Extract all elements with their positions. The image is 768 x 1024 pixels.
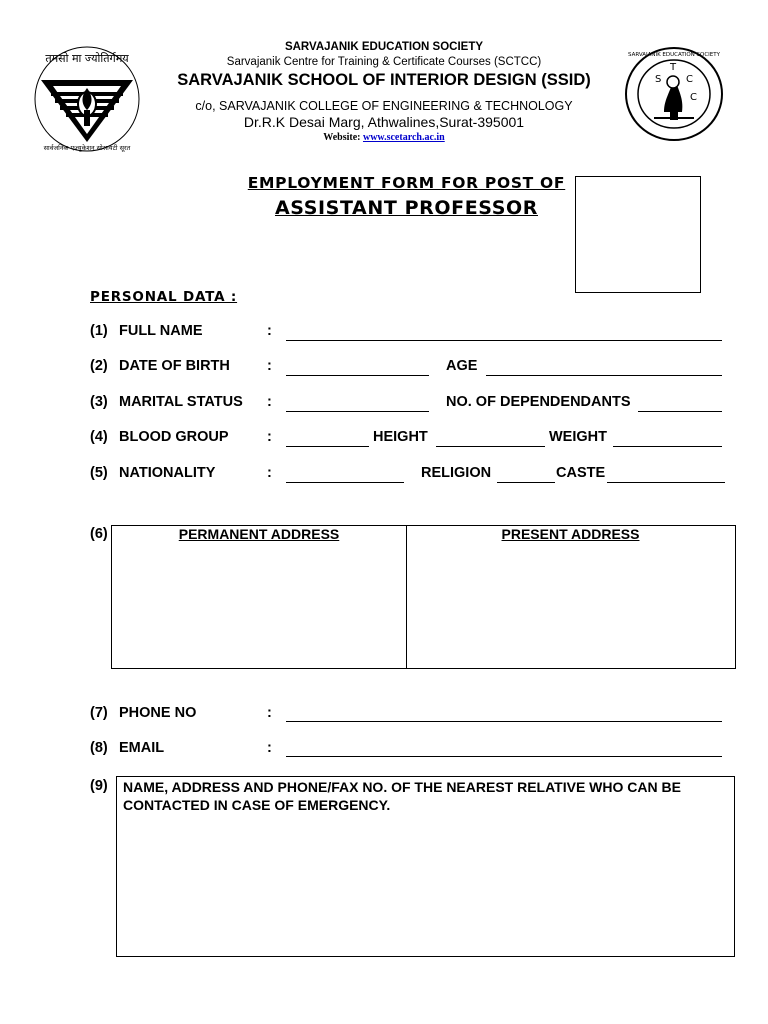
- height-label: HEIGHT: [373, 429, 428, 445]
- colon: :: [267, 394, 272, 410]
- address-divider: [406, 525, 407, 668]
- school-name: SARVAJANIK SCHOOL OF INTERIOR DESIGN (SSID): [177, 71, 591, 89]
- logo-side-text: सार्वजनिक एज्युकेशन सोसायटी सूरत: [43, 144, 131, 152]
- website-line: [0, 132, 768, 143]
- dependents-field[interactable]: [638, 411, 722, 412]
- email-field[interactable]: [286, 756, 722, 757]
- field-number: (8): [90, 740, 108, 756]
- field-number: (3): [90, 394, 108, 410]
- full-name-label: FULL NAME: [119, 323, 203, 339]
- website-label: Website:: [323, 132, 361, 143]
- logo-letter-c2: C: [690, 92, 697, 103]
- colon: :: [267, 429, 272, 445]
- field-number: (1): [90, 323, 108, 339]
- age-field[interactable]: [486, 375, 722, 376]
- present-address-field[interactable]: [409, 546, 731, 664]
- religion-field[interactable]: [497, 482, 555, 483]
- colon: :: [267, 465, 272, 481]
- colon: :: [267, 358, 272, 374]
- logo-letter-s1: S: [655, 74, 662, 85]
- centre-name: Sarvajanik Centre for Training & Certificate Courses (SCTCC): [226, 56, 542, 68]
- date-of-birth-label: DATE OF BIRTH: [119, 358, 230, 374]
- field-number: (2): [90, 358, 108, 374]
- field-number: (6): [90, 526, 108, 542]
- website-link[interactable]: www.scetarch.ac.in: [362, 132, 445, 143]
- personal-data-heading: PERSONAL DATA :: [90, 289, 238, 305]
- email-label: EMAIL: [119, 740, 165, 756]
- marital-status-label: MARITAL STATUS: [119, 394, 243, 410]
- full-name-field[interactable]: [286, 340, 722, 341]
- society-name: SARVAJANIK EDUCATION SOCIETY: [284, 41, 484, 53]
- marital-status-field[interactable]: [286, 411, 429, 412]
- field-number: (9): [90, 778, 108, 794]
- form-title: EMPLOYMENT FORM FOR POST OF: [247, 174, 566, 192]
- colon: :: [267, 323, 272, 339]
- caste-field[interactable]: [607, 482, 725, 483]
- phone-label: PHONE NO: [119, 705, 197, 721]
- emergency-contact-label: NAME, ADDRESS AND PHONE/FAX NO. OF THE NEAREST RELATIVE WHO CAN BE CONTACTED IN CASE OF EMERGENCY.: [123, 779, 681, 813]
- blood-group-label: BLOOD GROUP: [119, 429, 229, 445]
- religion-label: RELIGION: [421, 465, 492, 481]
- nationality-label: NATIONALITY: [119, 465, 216, 481]
- logo-ring-text: SARVAJANIK EDUCATION SOCIETY: [628, 52, 720, 58]
- permanent-address-field[interactable]: [114, 546, 404, 664]
- age-label: AGE: [446, 358, 478, 374]
- caste-label: CASTE: [556, 465, 606, 481]
- field-number: (7): [90, 705, 108, 721]
- blood-group-field[interactable]: [286, 446, 369, 447]
- height-field[interactable]: [436, 446, 545, 447]
- permanent-address-header: PERMANENT ADDRESS: [178, 526, 340, 542]
- field-number: (4): [90, 429, 108, 445]
- colon: :: [267, 705, 272, 721]
- field-number: (5): [90, 465, 108, 481]
- weight-label: WEIGHT: [549, 429, 607, 445]
- logo-letter-c1: C: [686, 74, 693, 85]
- post-title: ASSISTANT PROFESSOR: [274, 197, 538, 219]
- weight-field[interactable]: [613, 446, 722, 447]
- phone-field[interactable]: [286, 721, 722, 722]
- institution-address: Dr.R.K Desai Marg, Athwalines,Surat-395001: [243, 114, 525, 130]
- date-of-birth-field[interactable]: [286, 375, 429, 376]
- nationality-field[interactable]: [286, 482, 404, 483]
- logo-motto-text: तमसो मा ज्योतिर्गमय: [45, 52, 129, 65]
- colon: :: [267, 740, 272, 756]
- photo-box[interactable]: [575, 176, 701, 293]
- dependents-label: NO. OF DEPENDENDANTS: [446, 394, 631, 410]
- logo-letter-t: T: [670, 62, 677, 73]
- present-address-header: PRESENT ADDRESS: [501, 526, 640, 542]
- college-name: c/o, SARVAJANIK COLLEGE OF ENGINEERING & TECHNOLOGY: [195, 99, 573, 113]
